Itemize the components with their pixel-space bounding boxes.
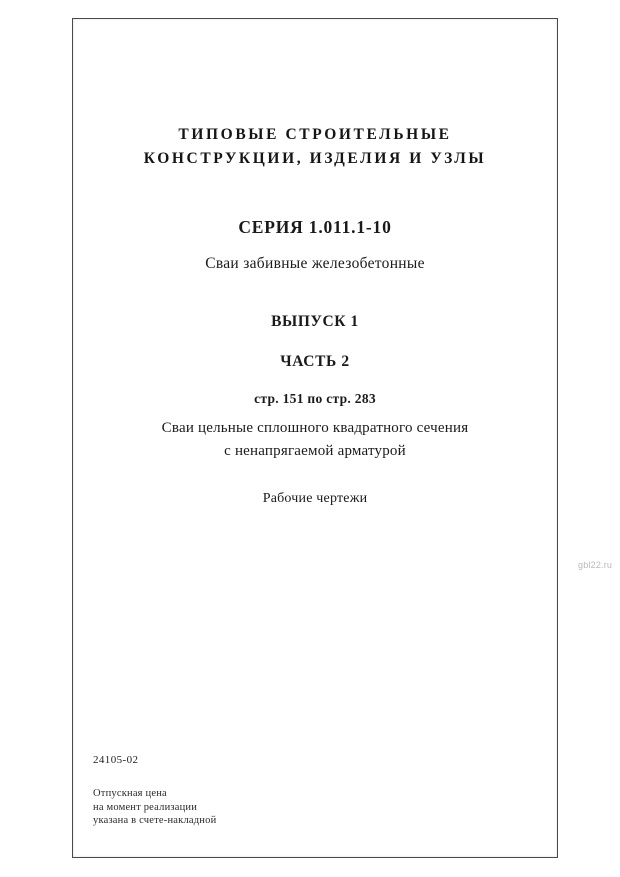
heading-line-1: ТИПОВЫЕ СТРОИТЕЛЬНЫЕ (178, 126, 452, 143)
drawings-block (73, 491, 557, 507)
watermark-text: gbl22.ru (578, 560, 613, 570)
price-note-line-1: Отпускная цена (93, 788, 167, 799)
heading-line-2: КОНСТРУКЦИИ, ИЗДЕЛИЯ И УЗЛЫ (143, 150, 487, 167)
series-subtitle: Сваи забивные железобетонные (205, 255, 425, 272)
description-block (73, 417, 557, 463)
document-body (73, 19, 557, 857)
description-line-1: Сваи цельные сплошного квадратного сечения (161, 420, 469, 436)
scanned-page-sheet (72, 18, 558, 858)
page-range: стр. 151 по стр. 283 (254, 391, 376, 406)
description-line-2: с ненапрягаемой арматурой (224, 443, 406, 459)
series-title: СЕРИЯ 1.011.1-10 (238, 217, 392, 237)
price-note (93, 787, 216, 828)
price-note-line-2: на момент реализации (93, 801, 198, 813)
drawings-type: Рабочие чертежи (262, 491, 368, 506)
issue-block (73, 313, 557, 407)
series-block (73, 217, 557, 273)
document-heading (73, 123, 557, 171)
document-code: 24105-02 (93, 754, 139, 766)
issue-number: ВЫПУСК 1 (271, 313, 359, 330)
part-number: ЧАСТЬ 2 (280, 353, 350, 370)
price-note-line-3: указана в счете-накладной (93, 815, 217, 826)
